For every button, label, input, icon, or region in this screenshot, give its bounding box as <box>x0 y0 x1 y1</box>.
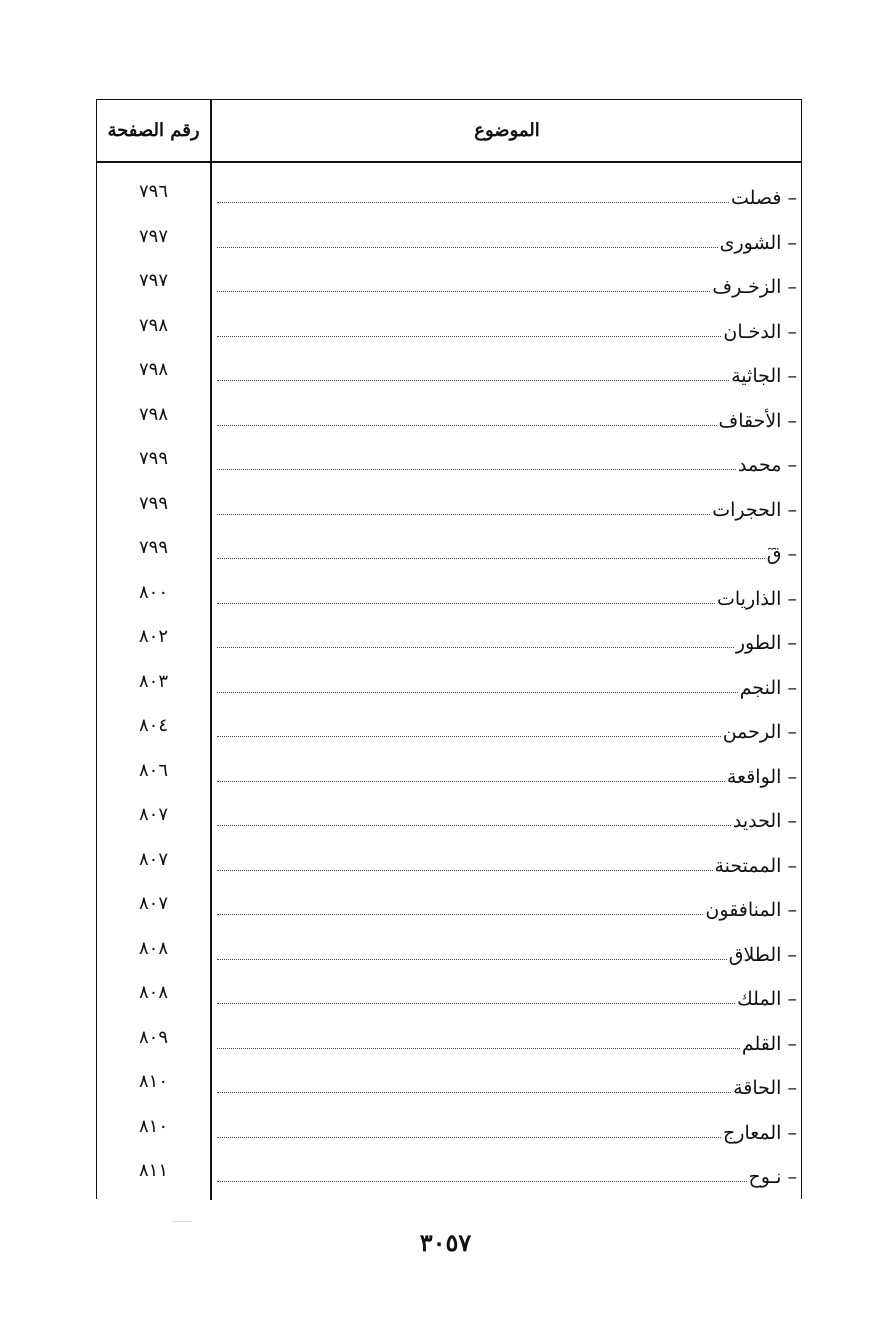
row-topic <box>217 980 797 1010</box>
row-page-number: ٨١٠ <box>138 1071 168 1092</box>
dot-leader <box>217 647 734 648</box>
row-page-number: ٨٠٦ <box>138 759 168 781</box>
row-topic-label: – نـوح <box>748 1166 797 1188</box>
row-topic-label: – فصلت <box>730 187 797 209</box>
row-topic-label: – النجم <box>739 676 797 699</box>
index-row <box>97 305 801 350</box>
index-row <box>97 483 801 528</box>
row-page-number: ٨٠٧ <box>138 804 168 825</box>
row-topic-label: – الذاريات <box>717 587 797 610</box>
dot-leader <box>217 514 710 515</box>
index-row <box>97 750 801 795</box>
row-page-number: ٧٩٧ <box>138 270 168 291</box>
row-page-number: ٧٩٩ <box>138 448 168 469</box>
row-page-number: ٧٩٦ <box>138 181 168 202</box>
dot-leader <box>217 336 721 337</box>
row-topic <box>217 1025 797 1055</box>
row-topic-label: – المنافقون <box>705 899 797 921</box>
row-topic <box>217 802 797 832</box>
row-page-number: ٨٠٢ <box>138 626 168 647</box>
dot-leader <box>217 825 731 826</box>
row-topic <box>217 268 797 298</box>
row-page-number: ٧٩٨ <box>138 359 168 380</box>
row-topic <box>217 535 797 565</box>
row-topic-label: – الرحمن <box>722 721 797 743</box>
row-page-number: ٨٠٠ <box>138 581 168 603</box>
dot-leader <box>217 291 710 292</box>
dot-leader <box>217 558 765 559</box>
dot-leader <box>217 380 729 381</box>
row-topic <box>217 713 797 743</box>
row-page-number: ٧٩٧ <box>138 225 168 247</box>
dot-leader <box>217 425 717 426</box>
row-topic <box>217 357 797 387</box>
row-page-number: ٨١٠ <box>138 1115 168 1137</box>
index-row <box>97 794 801 839</box>
index-table <box>96 99 802 1199</box>
row-topic <box>217 491 797 521</box>
row-topic <box>217 402 797 432</box>
dot-leader <box>217 736 721 737</box>
row-topic <box>217 1069 797 1099</box>
row-page-number: ٨١١ <box>138 1160 168 1181</box>
row-topic <box>217 624 797 654</box>
page-number: ٣٠٥٧ <box>419 1228 472 1257</box>
index-row <box>97 616 801 661</box>
index-row <box>97 216 801 261</box>
dot-leader <box>217 914 703 915</box>
index-row <box>97 572 801 617</box>
index-row <box>97 1150 801 1195</box>
row-topic-label: – الزخـرف <box>712 276 797 298</box>
index-row <box>97 394 801 439</box>
row-topic-label: – محمد <box>738 454 797 476</box>
index-row <box>97 260 801 305</box>
dot-leader <box>217 1003 735 1004</box>
row-topic <box>217 758 797 788</box>
row-topic-label: – المعارج <box>723 1121 797 1144</box>
row-topic <box>217 446 797 476</box>
index-row <box>97 527 801 572</box>
row-topic-label: – الطلاق <box>728 943 797 966</box>
index-row <box>97 883 801 928</box>
dot-leader <box>217 202 729 203</box>
row-topic <box>217 847 797 877</box>
row-topic-label: – الحديد <box>732 810 797 832</box>
index-row <box>97 438 801 483</box>
index-row <box>97 839 801 884</box>
row-topic-label: – الممتحنة <box>714 854 797 877</box>
row-page-number: ٧٩٩ <box>138 492 168 514</box>
row-page-number: ٧٩٨ <box>138 314 168 336</box>
dot-leader <box>217 1092 731 1093</box>
row-page-number: ٨٠٣ <box>138 670 168 692</box>
row-topic <box>217 1114 797 1144</box>
dot-leader <box>217 247 718 248</box>
row-topic <box>217 1158 797 1188</box>
index-row <box>97 972 801 1017</box>
dot-leader <box>217 1048 740 1049</box>
index-row <box>97 661 801 706</box>
dot-leader <box>217 1181 747 1182</box>
dot-leader <box>217 781 725 782</box>
row-topic-label: – الشورى <box>719 231 797 254</box>
index-row <box>97 1017 801 1062</box>
row-topic-label: – الواقعة <box>726 765 797 788</box>
index-row <box>97 705 801 750</box>
dot-leader <box>217 1137 721 1138</box>
row-topic-label: – الأحقاف <box>718 409 797 432</box>
dot-leader <box>217 603 715 604</box>
dot-leader <box>217 870 713 871</box>
index-row <box>97 928 801 973</box>
row-page-number: ٧٩٩ <box>138 537 168 558</box>
row-topic <box>217 891 797 921</box>
row-page-number: ٧٩٨ <box>138 403 168 425</box>
row-topic-label: – الحاقة <box>733 1077 797 1099</box>
dot-leader <box>217 469 736 470</box>
row-topic-label: – الملك <box>737 988 797 1010</box>
row-page-number: ٨٠٩ <box>138 1026 168 1048</box>
row-topic-label: – القلم <box>741 1032 797 1055</box>
dot-leader <box>217 959 727 960</box>
page-column-header: رقم الصفحة <box>107 120 200 141</box>
topic-column-header: الموضوع <box>474 120 540 141</box>
row-topic-label: – الحجرات <box>712 498 797 521</box>
row-topic-label: – الطور <box>735 632 797 654</box>
row-topic <box>217 179 797 209</box>
index-row <box>97 1061 801 1106</box>
row-page-number: ٨٠٤ <box>138 715 168 736</box>
row-topic <box>217 580 797 610</box>
row-page-number: ٨٠٧ <box>138 893 168 914</box>
index-row <box>97 1106 801 1151</box>
scan-speck <box>172 1221 192 1222</box>
index-row <box>97 171 801 216</box>
row-page-number: ٨٠٧ <box>138 848 168 870</box>
row-topic-label: – الجاثية <box>731 365 797 387</box>
index-row <box>97 349 801 394</box>
row-page-number: ٨٠٨ <box>138 982 168 1003</box>
dot-leader <box>217 692 738 693</box>
row-topic <box>217 224 797 254</box>
row-topic-label: – الدخـان <box>723 320 797 343</box>
row-topic <box>217 936 797 966</box>
row-topic-label: – قٓ <box>766 543 797 565</box>
row-topic <box>217 669 797 699</box>
row-topic <box>217 313 797 343</box>
header-divider <box>97 161 801 163</box>
row-page-number: ٨٠٨ <box>138 937 168 959</box>
